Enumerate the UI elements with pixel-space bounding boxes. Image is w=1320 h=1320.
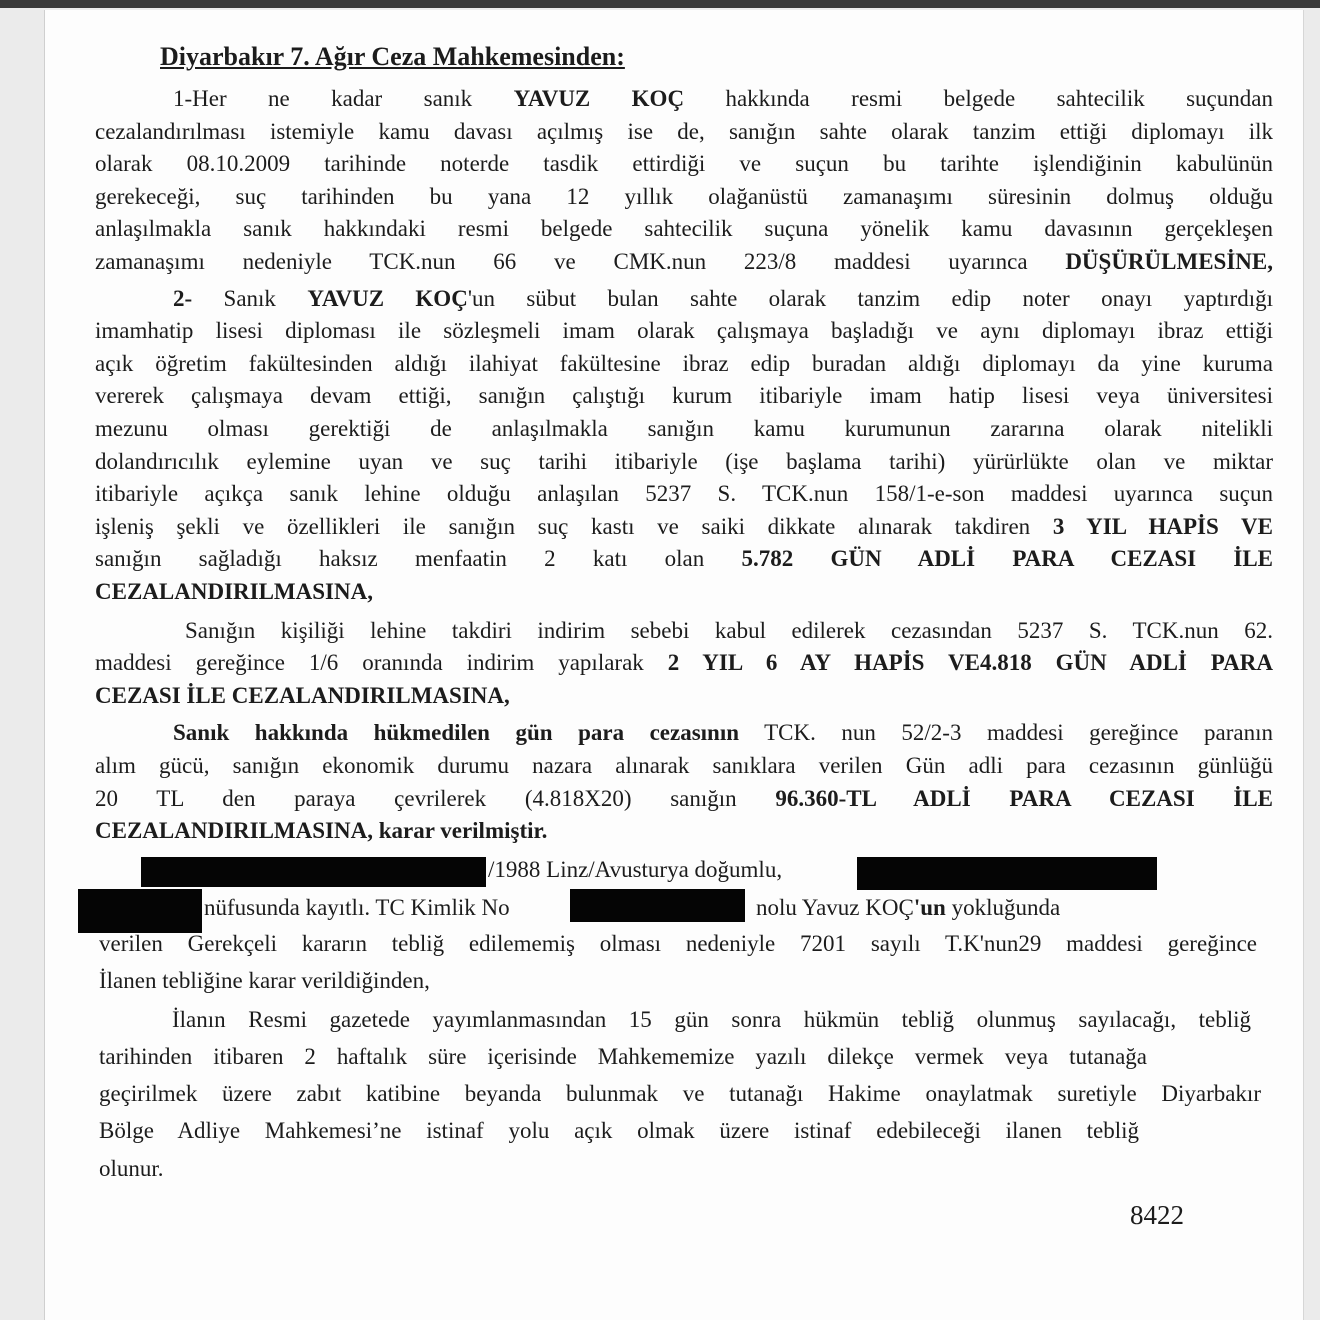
p1-line-3: olarak 08.10.2009 tarihinde noterde tasdik ettirdiği ve suçun bu tarihte işlendiğinin kabulünün — [95, 151, 1273, 176]
page-number: 8422 — [1130, 1200, 1184, 1230]
p2-line-1: 2- Sanık YAVUZ KOÇ'un sübut bulan sahte olarak tanzim edip noter onayı yaptırdığı — [173, 286, 1274, 311]
p6-line-1: İlanın Resmi gazetede yayımlanmasından 15 gün sonra hükmün tebliğ olunmuş sayılacağı, tebliğ — [172, 1007, 1251, 1032]
p3-line-2: maddesi gereğince 1/6 oranında indirim yapılarak 2 YIL 6 AY HAPİS VE4.818 GÜN ADLİ PARA — [95, 650, 1273, 675]
p6-line-2: tarihinden itibaren 2 haftalık süre içerisinde Mahkememize yazılı dilekçe vermek veya tutanağa — [99, 1044, 1147, 1069]
p2-line-6: dolandırıcılık eylemine uyan ve suç tarihi itibariyle (işe başlama tarihi) yürürlükte olan ve miktar — [95, 449, 1273, 474]
p5-line-3: verilen Gerekçeli kararın tebliğ edilememiş olması nedeniyle 7201 sayılı T.K'nun29 maddesi gereğince — [99, 931, 1257, 956]
p6-line-4: Bölge Adliye Mahkemesi’ne istinaf yolu açık olmak üzere istinaf edebileceği ilanen tebliğ — [99, 1118, 1139, 1143]
p4-line-4: CEZALANDIRILMASINA, karar verilmiştir. — [95, 818, 548, 843]
p4-line-1: Sanık hakkında hükmedilen gün para cezasının TCK. nun 52/2-3 maddesi gereğince paranın — [173, 720, 1273, 745]
p1-line-5: anlaşılmakla sanık hakkındaki resmi belgede sahtecilik suçuna yönelik kamu davasının gerçekleşen — [95, 216, 1273, 241]
p2-line-5: mezunu olması gerektiği de anlaşılmakla sanığın kamu kurumunun zararına olarak nitelikli — [95, 416, 1273, 441]
p3-line-1: Sanığın kişiliği lehine takdiri indirim sebebi kabul edilerek cezasından 5237 S. TCK.nun 62. — [185, 618, 1273, 643]
p2-line-2: imamhatip lisesi diploması ile sözleşmeli imam olarak çalışmaya başladığı ve aynı diplomayı ibraz ettiği — [95, 318, 1273, 343]
p1-line-2: cezalandırılması istemiyle kamu davası açılmış ise de, sanığın sahte olarak tanzim ettiği diplomayı ilk — [95, 119, 1273, 144]
p3-line-3: CEZASI İLE CEZALANDIRILMASINA, — [95, 683, 510, 708]
p2-line-8: işleniş şekli ve özellikleri ile sanığın suç kastı ve saiki dikkate alınarak takdiren 3 YIL HAPİS VE — [95, 514, 1273, 539]
redaction-box — [570, 889, 745, 922]
p6-line-3: geçirilmek üzere zabıt katibine beyanda bulunmak ve tutanağı Hakime onaylatmak suretiyle Diyarbakır — [99, 1081, 1261, 1106]
p4-line-2: alım gücü, sanığın ekonomik durumu nazara alınarak sanıklara verilen Gün adli para cezasının günlüğü — [95, 753, 1273, 778]
p2-line-9: sanığın sağladığı haksız menfaatin 2 katı olan 5.782 GÜN ADLİ PARA CEZASI İLE — [95, 546, 1274, 571]
p5-line-2b: nolu Yavuz KOÇ'un yokluğunda — [756, 895, 1061, 920]
p4-line-3: 20 TL den paraya çevrilerek (4.818X20) sanığın 96.360-TL ADLİ PARA CEZASI İLE — [95, 786, 1273, 811]
redaction-box — [141, 857, 486, 887]
p2-line-4: vererek çalışmaya devam ettiği, sanığın çalıştığı kurum itibariyle imam hatip lisesi veya üniversitesi — [95, 383, 1273, 408]
redaction-box — [857, 857, 1157, 890]
redaction-box — [78, 889, 202, 933]
p5-line-1: /1988 Linz/Avusturya doğumlu, — [488, 857, 783, 882]
p2-line-3: açık öğretim fakültesinden aldığı ilahiyat fakültesine ibraz edip buradan aldığı diplomayı da yine kuruma — [95, 351, 1273, 376]
p2-line-7: itibariyle açıkça sanık lehine olduğu anlaşılan 5237 S. TCK.nun 158/1-e-son maddesi uyarınca suçun — [95, 481, 1273, 506]
p5-line-4: İlanen tebliğine karar verildiğinden, — [99, 968, 430, 993]
p1-line-6: zamanaşımı nedeniyle TCK.nun 66 ve CMK.nun 223/8 maddesi uyarınca DÜŞÜRÜLMESİNE, — [95, 249, 1273, 274]
p6-line-5: olunur. — [99, 1156, 164, 1181]
p5-line-2a: nüfusunda kayıtlı. TC Kimlik No — [204, 895, 510, 920]
p1-line-1: 1-Her ne kadar sanık YAVUZ KOÇ hakkında resmi belgede sahtecilik suçundan — [173, 86, 1273, 111]
document-heading: Diyarbakır 7. Ağır Ceza Mahkemesinden: — [160, 42, 625, 71]
p2-line-10: CEZALANDIRILMASINA, — [95, 579, 373, 604]
window-top-edge — [0, 0, 1320, 8]
p1-line-4: gerekeceği, suç tarihinden bu yana 12 yıllık olağanüstü zamanaşımı süresinin dolmuş olduğu — [95, 184, 1273, 209]
